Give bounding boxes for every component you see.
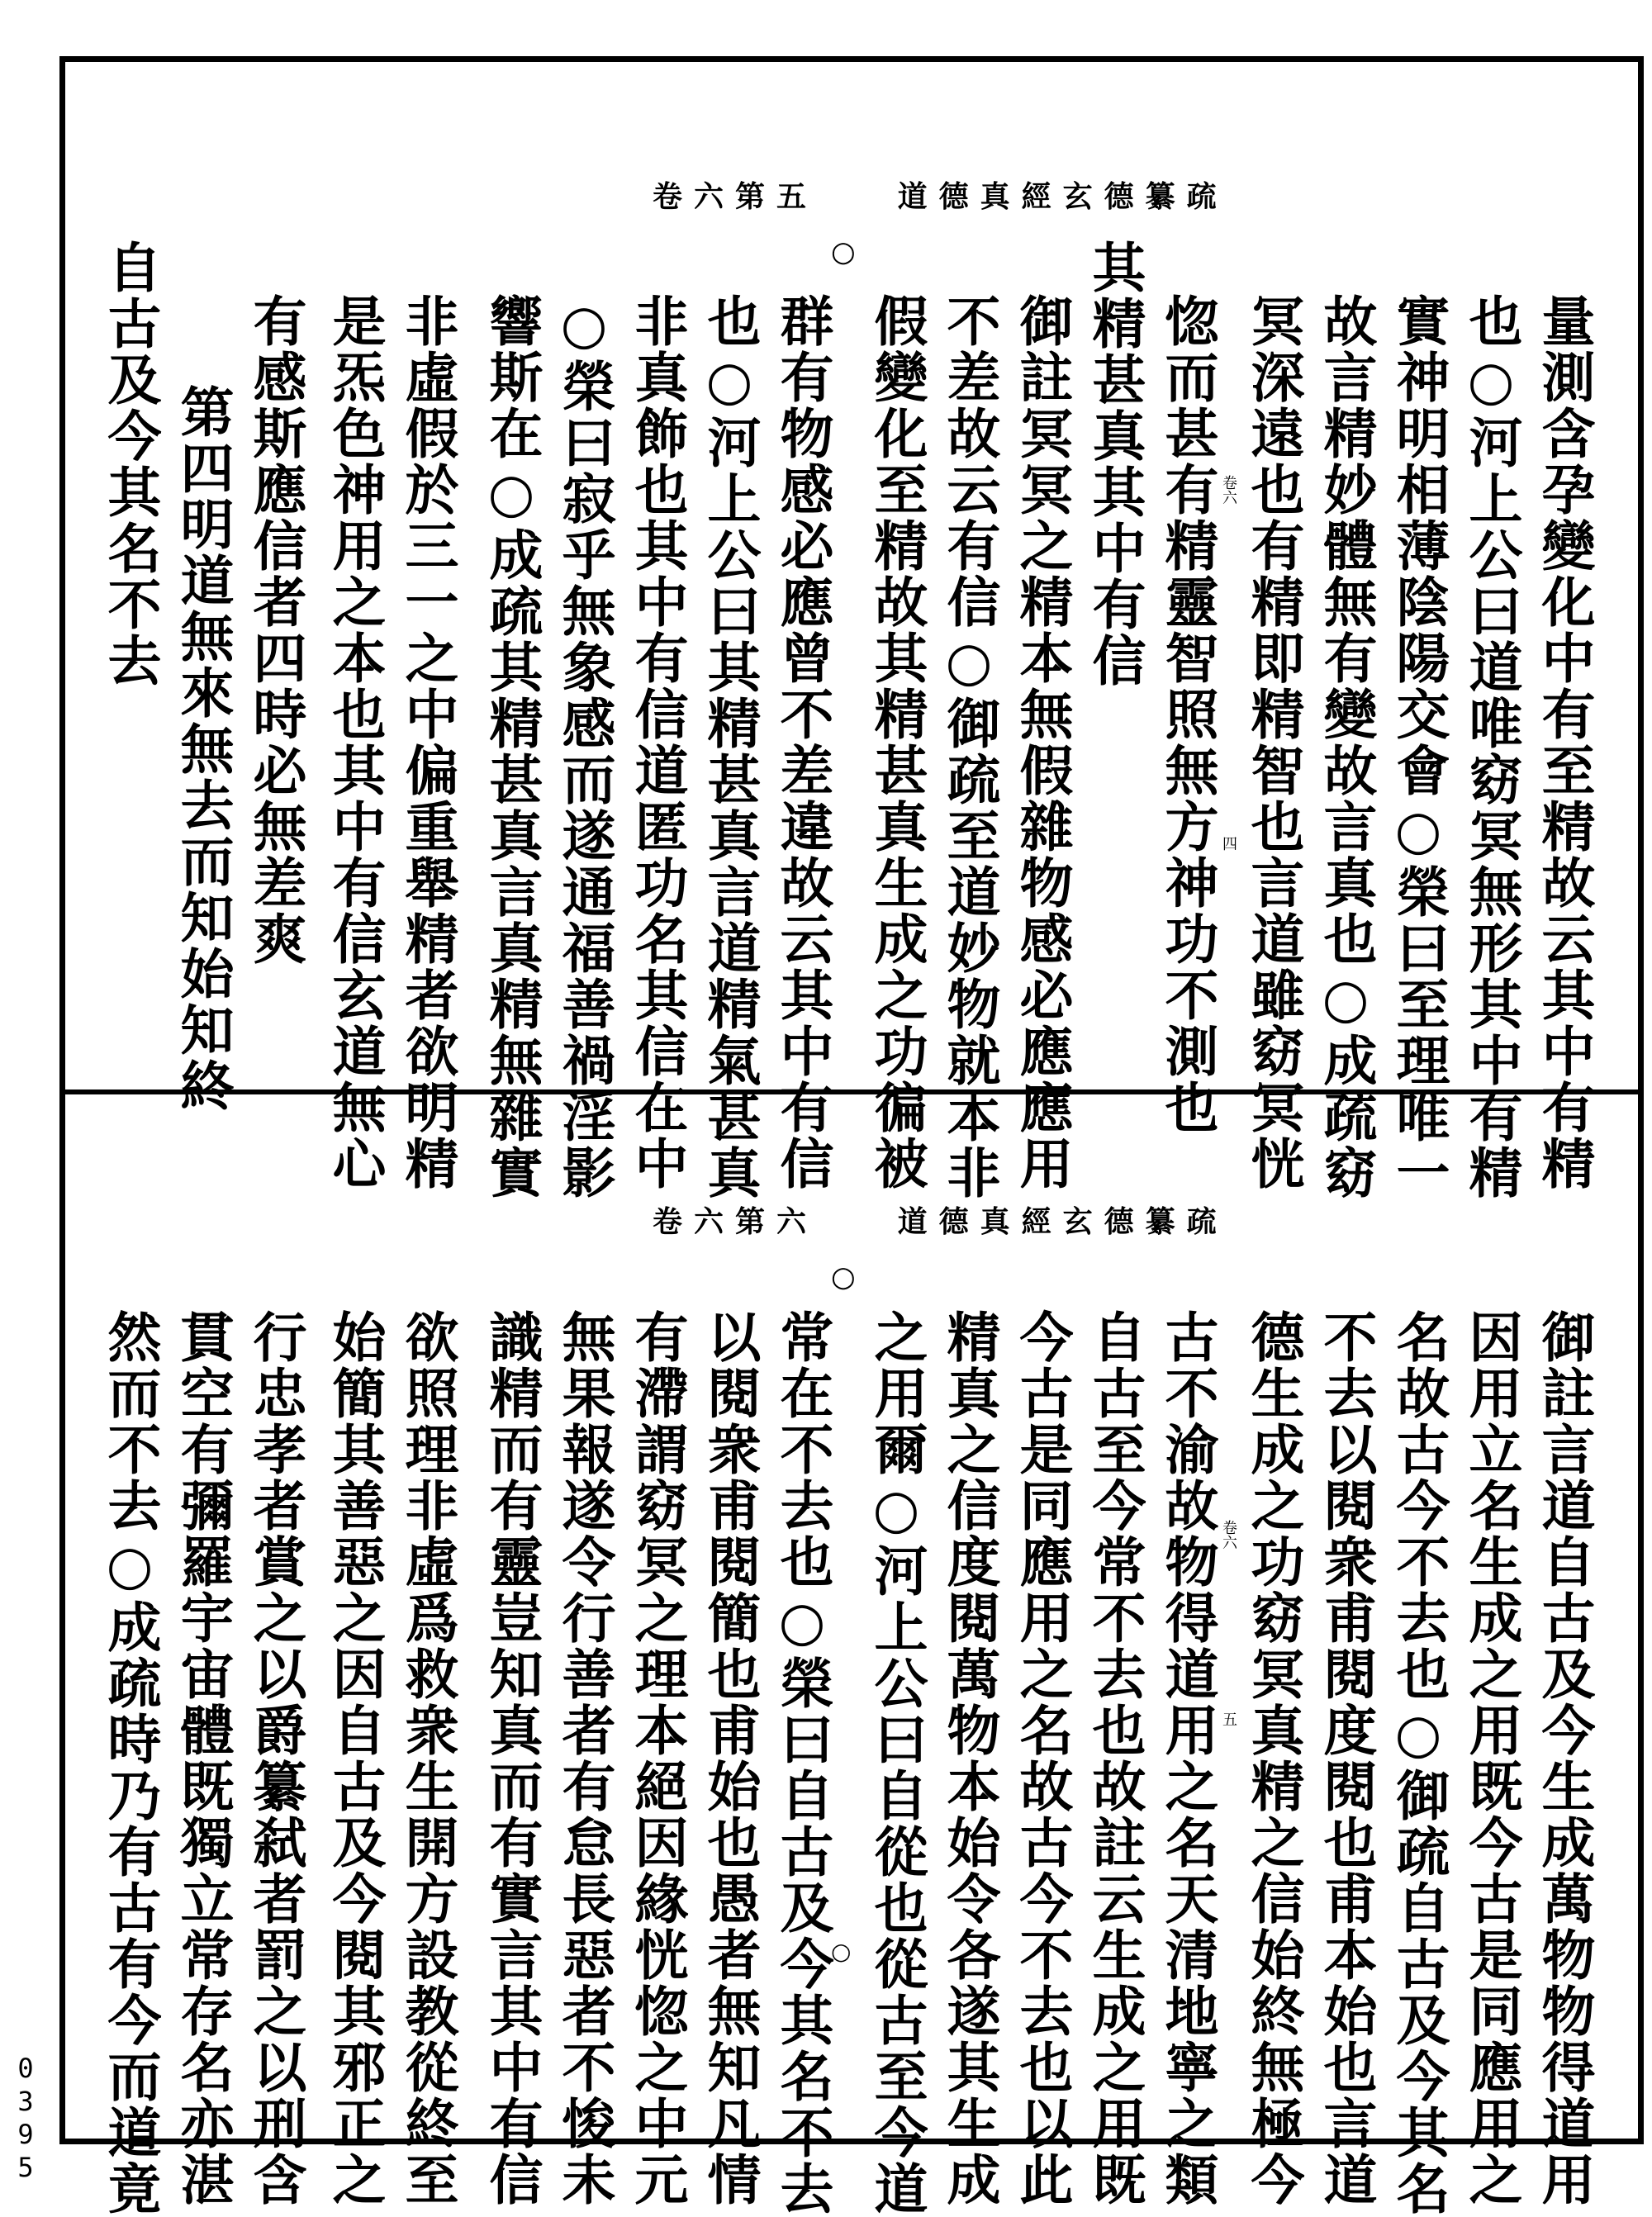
bottom-text-column-3: 名故古今不去也○御疏自古及今其名 [1387,1309,1450,2217]
bottom-text-column-13: 有滯謂窈冥之理本絕因緣恍惚之中元 [625,1309,688,2208]
top-header-title: 道德真經玄德纂疏 [897,179,1228,214]
bottom-text-column-4: 不去以閱衆甫閱度閱也甫本始也言道 [1314,1309,1377,2208]
top-text-column-18: 有感斯應信者四時必無差爽 [244,293,306,967]
bottom-text-column-11: 常在不去也○榮曰自古及今其名不去 [771,1309,833,2217]
top-text-column-2: 也○河上公曰道唯窈冥無形其中有精 [1460,293,1522,1201]
bottom-margin-note-page: 五 [1220,1711,1237,1726]
top-margin-note-page: 四 [1220,836,1237,851]
bottom-text-column-2: 因用立名生成之用既今古是同應用之 [1460,1309,1522,2208]
bottom-text-column-20: 然而不去○成疏時乃有古有今而道竟 [98,1309,161,2217]
top-header-volume: 卷六第五 [653,179,819,214]
bottom-text-column-6: 古不渝故物得道用之名天清地寧之類 [1156,1309,1218,2208]
top-text-column-17: 是炁色神用之本也其中有信玄道無心 [323,293,386,1192]
bottom-running-header [653,1199,1228,1241]
bottom-circle-marker: ○ [831,1260,856,1294]
bottom-text-column-9: 精真之信度閱萬物本始令各遂其生成 [938,1309,1000,2208]
bottom-header-title: 道德真經玄德纂疏 [897,1204,1228,1239]
top-text-column-19: 第四明道無來無去而知始知終 [171,384,234,1114]
top-text-column-16: 非虛假於三一之中偏重舉精者欲明精 [396,293,458,1192]
top-text-column-3: 實神明相薄陰陽交會○榮曰至理唯一 [1387,293,1450,1201]
bottom-margin-note-juan: 卷六 [1220,1520,1237,1550]
top-text-column-4: 故言精妙體無有變故言真也○成疏窈 [1314,293,1377,1201]
bottom-small-circle-marker: ○ [831,1938,852,1965]
bottom-text-column-19: 貫空有彌羅宇宙體既獨立常存名亦湛 [171,1309,234,2208]
bottom-text-column-8: 今古是同應用之名故古今不去也以此 [1010,1309,1073,2208]
top-text-column-8: 御註冥冥之精本無假雜物感必應應用 [1010,293,1073,1192]
top-text-column-11: 群有物感必應曾不差違故云其中有信 [771,293,833,1192]
bottom-text-column-15: 識精而有靈豈知真而有實言其中有信 [480,1309,543,2208]
top-text-column-10: 假變化至精故其精甚真生成之功徧被 [865,293,928,1192]
top-text-column-7: 其精甚真其中有信 [1083,240,1146,689]
bottom-text-column-1: 御註言道自古及今生成萬物物得道用 [1532,1309,1595,2208]
bottom-text-column-14: 無果報遂令行善者有怠長惡者不悛未 [553,1309,615,2208]
top-running-header [653,173,1228,216]
top-text-column-14: ○榮曰寂乎無象感而遂通福善禍淫影 [553,293,615,1201]
top-text-column-5: 冥深遠也有精即精智也言道雖窈冥恍 [1241,293,1304,1192]
top-text-column-20: 自古及今其名不去 [98,240,161,689]
top-text-column-6: 惚而甚有精靈智照無方神功不測也 [1156,293,1218,1136]
top-text-column-13: 非真飾也其中有信道匿功名其信在中 [625,293,688,1192]
bottom-text-column-16: 欲照理非虛爲救衆生開方設教從終至 [396,1309,458,2208]
bottom-text-column-18: 行忠孝者賞之以爵纂弑者罰之以刑含 [244,1309,306,2208]
bottom-text-column-10: 之用爾○河上公曰自從也從古至今道 [865,1309,928,2217]
top-text-column-15: 響斯在○成疏其精甚真言真精無雜實 [480,293,543,1201]
bottom-text-column-5: 德生成之功窈冥真精之信始終無極今 [1241,1309,1304,2208]
bottom-header-volume: 卷六第六 [653,1204,819,1239]
top-margin-note-juan: 卷六 [1220,475,1237,505]
page-number: 0395 [10,2053,41,2185]
bottom-text-column-17: 始簡其善惡之因自古及今閱其邪正之 [323,1309,386,2208]
bottom-text-column-7: 自古至今常不去也故註云生成之用既 [1083,1309,1146,2208]
top-text-column-1: 量測含孕變化中有至精故云其中有精 [1532,293,1595,1192]
top-text-column-12: 也○河上公曰其精甚真言道精氣甚真 [698,293,761,1201]
top-text-column-9: 不差故云有信○御疏至道妙物就本非 [938,293,1000,1201]
top-circle-marker: ○ [831,235,856,268]
bottom-text-column-12: 以閱衆甫閱簡也甫始也愚者無知凡情 [698,1309,761,2208]
